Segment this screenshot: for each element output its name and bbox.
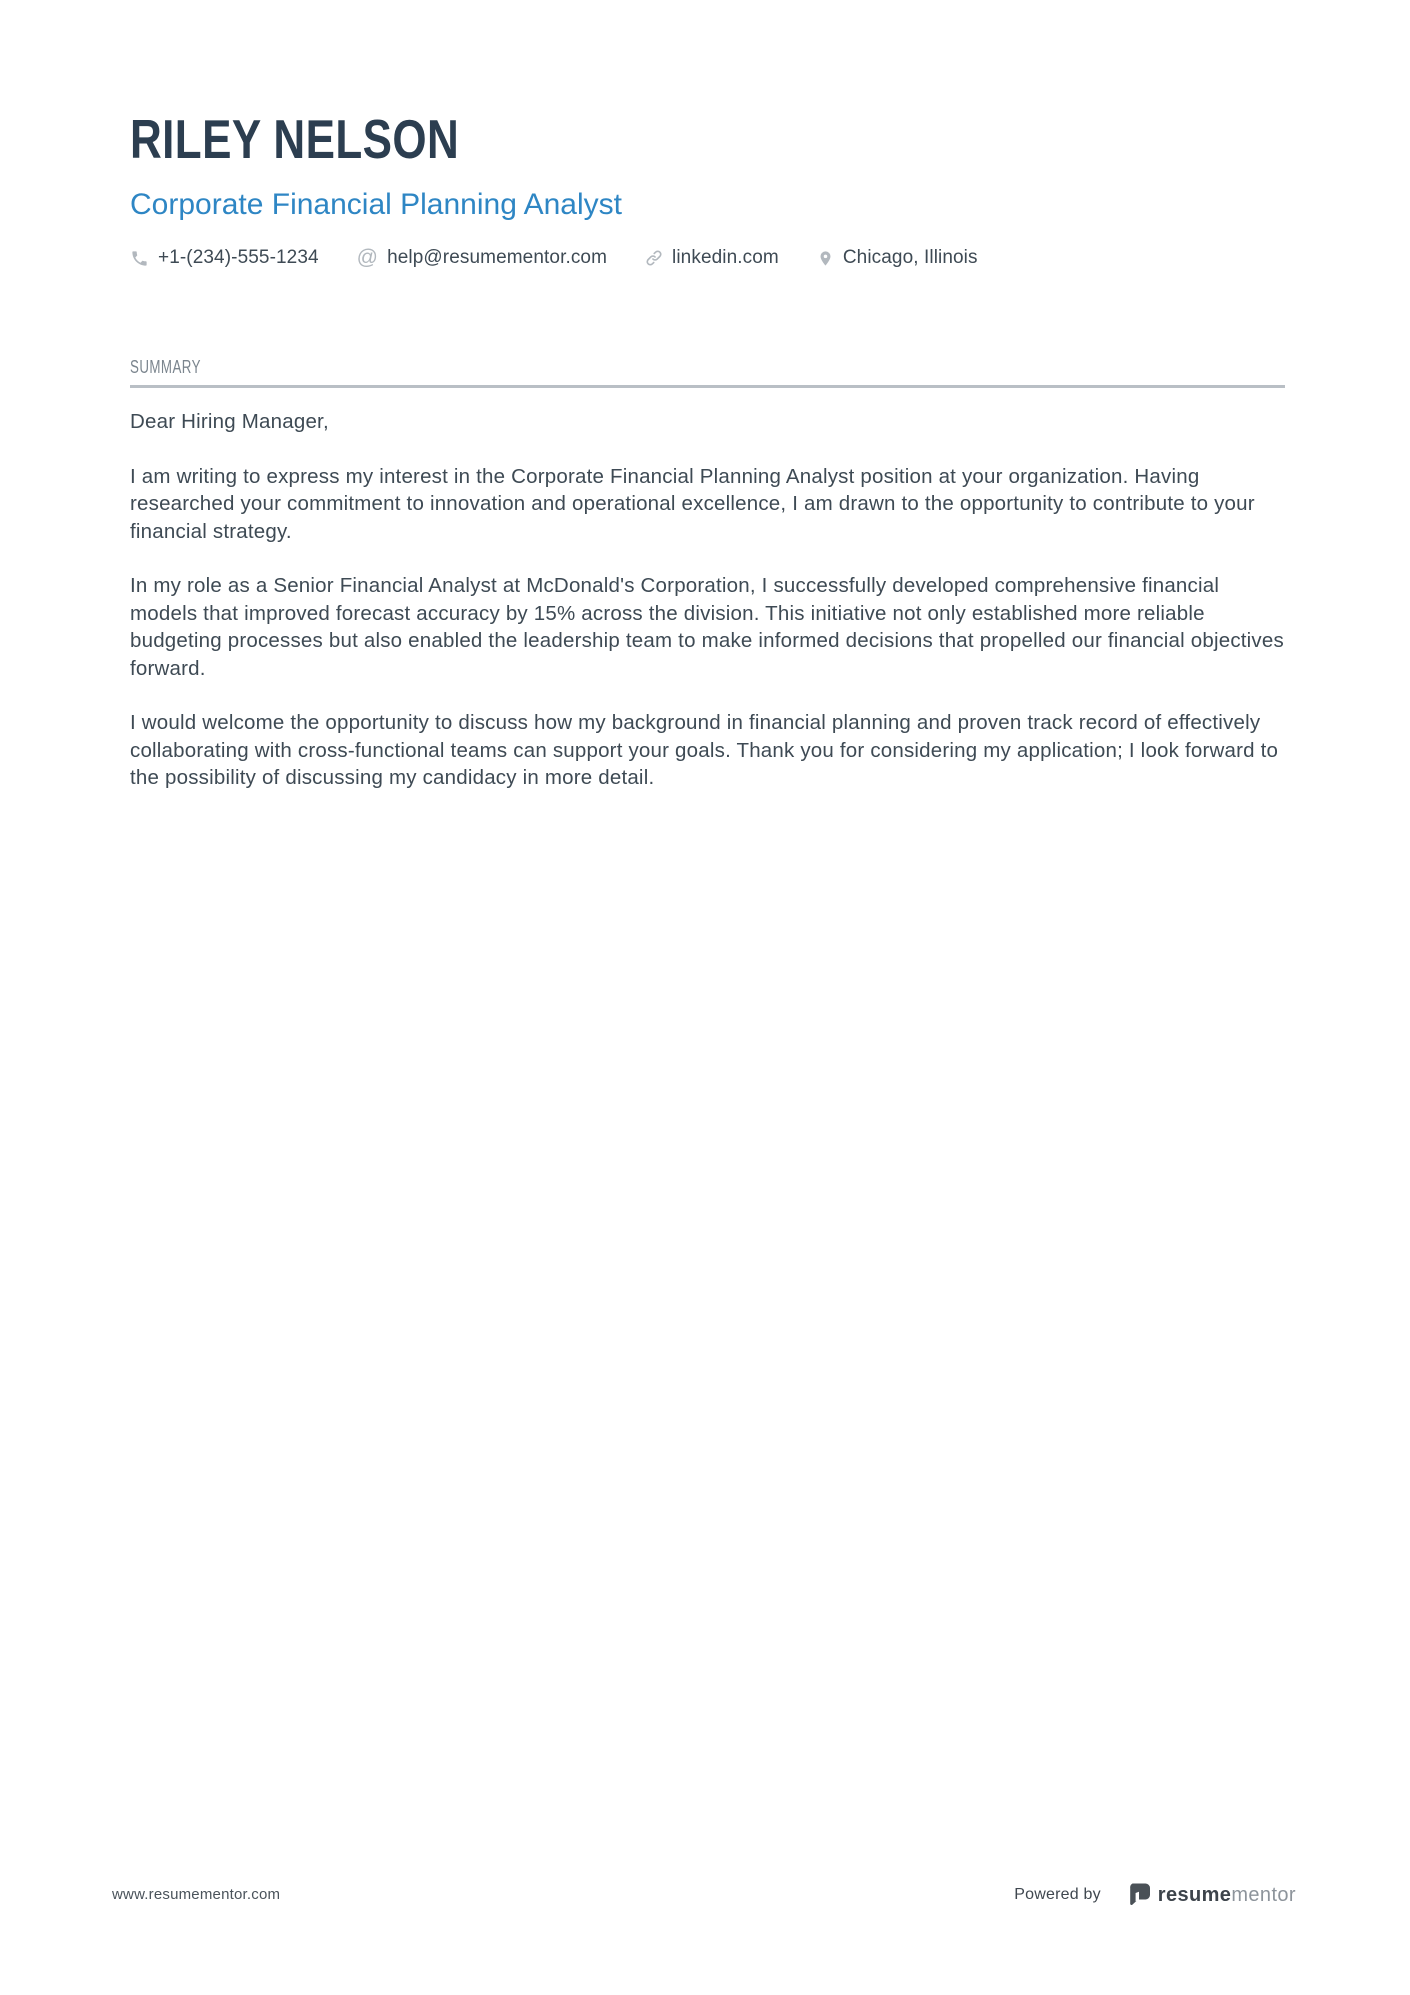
paragraph-2: In my role as a Senior Financial Analyst at McDonald's Corporation, I successfully developed comprehensive financial models that improved forecast accuracy by 15% across the division. This initiative not only established more reliable budgeting processes but also enabled the leadership team to make informed decisions that propelled our financial objectives forward. <box>130 574 1284 680</box>
contact-row <box>130 246 1285 270</box>
at-icon: @ <box>356 246 379 269</box>
contact-link[interactable] <box>645 246 779 270</box>
contact-link-text[interactable]: linkedin.com <box>672 247 779 268</box>
letter-body <box>130 408 1285 792</box>
brand-wordmark <box>1158 1883 1296 1907</box>
resumementor-brand-link[interactable] <box>1127 1882 1296 1907</box>
footer-powered-by <box>1014 1882 1296 1907</box>
summary-heading <box>130 358 1285 376</box>
section-divider <box>130 385 1285 388</box>
contact-email-text[interactable]: help@resumementor.com <box>387 247 608 268</box>
salutation: Dear Hiring Manager, <box>130 410 329 433</box>
brand-wordmark-bold: resume <box>1157 1883 1232 1906</box>
chain-link-icon <box>645 249 663 267</box>
resumementor-logo-icon <box>1127 1882 1151 1907</box>
contact-phone-text: +1-(234)-555-1234 <box>158 247 319 268</box>
summary-heading-text: SUMMARY <box>130 357 201 377</box>
paragraph-3: I would welcome the opportunity to discuss how my background in financial planning and proven track record of effectively collaborating with cross-functional teams can support your goals. Thank you for considering my application; I look forward to the possibility of discussing my candidacy in more detail. <box>130 711 1279 789</box>
candidate-name <box>130 108 1285 170</box>
contact-phone <box>130 246 319 270</box>
summary-section <box>130 358 1285 388</box>
contact-email[interactable] <box>357 246 607 270</box>
page-footer <box>112 1882 1296 1907</box>
powered-by-label: Powered by <box>1014 1885 1101 1903</box>
contact-location <box>817 246 978 270</box>
brand-wordmark-light: mentor <box>1231 1883 1296 1906</box>
footer-website-link[interactable]: www.resumementor.com <box>112 1886 281 1903</box>
paragraph-1: I am writing to express my interest in the Corporate Financial Planning Analyst position at your organization. Having researched your commitment to innovation and operational excellence, I am drawn to the opportunity to contribute to your financial strategy. <box>130 464 1255 543</box>
letter-content <box>0 0 1410 792</box>
candidate-name-text: RILEY NELSON <box>130 108 460 170</box>
job-title: Corporate Financial Planning Analyst <box>130 188 622 221</box>
map-pin-icon <box>817 249 834 268</box>
letter-header <box>130 108 1285 270</box>
phone-icon <box>130 249 149 268</box>
contact-location-text: Chicago, Illinois <box>842 247 978 268</box>
